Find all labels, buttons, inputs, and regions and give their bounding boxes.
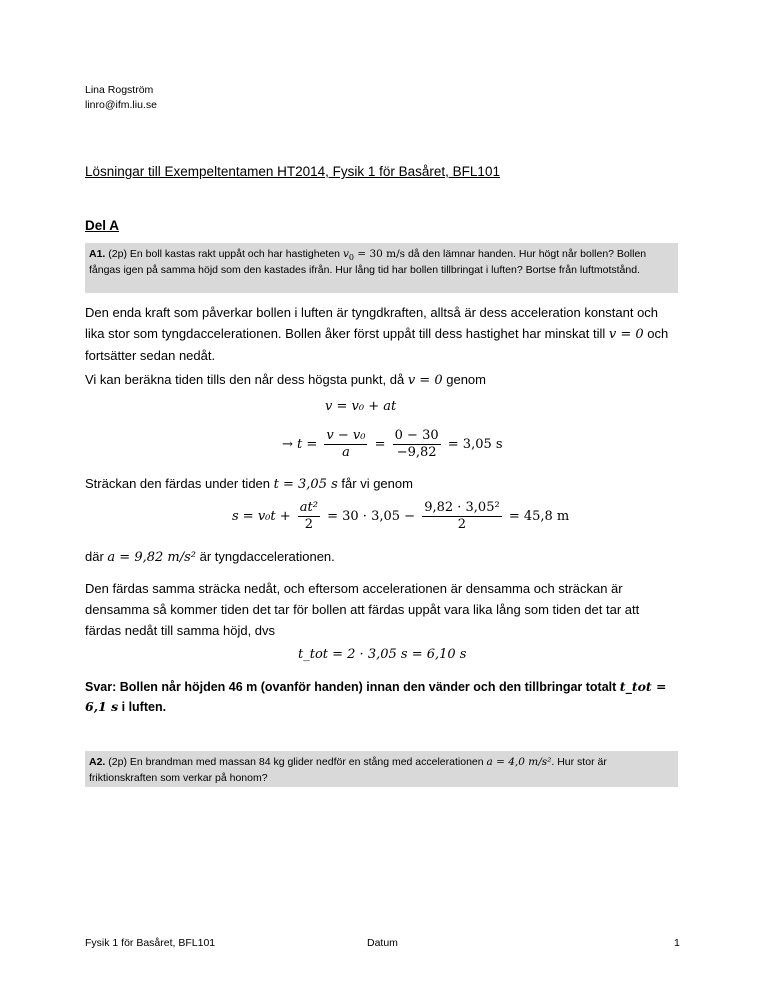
inline-equation: t = 3,05 s <box>273 477 338 492</box>
author-name: Lina Rogström <box>85 84 154 96</box>
question-label: A1. <box>89 248 106 260</box>
page-number: 1 <box>674 937 680 949</box>
question-points: (2p) <box>108 248 127 260</box>
solution-paragraph: där a = 9,82 m/s² är tyngdaccelerationen. <box>85 549 335 565</box>
inline-equation: v = 0 <box>407 373 443 388</box>
answer-equation: t_tot = 6,1 s <box>85 679 667 714</box>
equation-velocity: v = v₀ + at <box>325 399 397 414</box>
answer: Svar: Bollen når höjden 46 m (ovanför handen) innan den vänder och den tillbringar totalt t_tot = 6,1 s i luften. <box>85 679 667 714</box>
question-box-a2 <box>85 751 678 787</box>
equation-time: → t = $\frac{\text{v − v₀}}{a}$ = $\frac{0 - 30}{-9,82}$ = 3,05 s <box>282 428 503 460</box>
equation-distance: s = v₀t + $\frac{\text{at²}}{2}$ = 30 · 3,05 − $\frac{\text{9,82 · 3,05²}}{2}$ = 45,8 m <box>232 500 570 532</box>
author-email: linro@ifm.liu.se <box>85 99 157 111</box>
question-box-a1 <box>85 243 678 293</box>
solution-paragraph: Sträckan den färdas under tiden t = 3,05 s får vi genom <box>85 476 413 492</box>
solution-paragraph: Vi kan beräkna tiden tills den når dess högsta punkt, då v = 0 genom <box>85 372 486 388</box>
solution-paragraph: Den enda kraft som påverkar bollen i luften är tyngdkraften, alltså är dess acceleration konstant och lika stor som tyngdaccelerationen. Bollen åker först uppåt till dess hastighet har minskat till v = 0 och fortsätter sedan nedåt. <box>85 305 669 363</box>
inline-equation: v = 0 <box>608 327 644 342</box>
question-label: A2. <box>89 756 106 768</box>
inline-equation: a = 9,82 m/s² <box>107 550 196 565</box>
question-text: En boll kastas rakt uppåt och har hastigheten <box>129 248 341 260</box>
question-text: En brandman med massan 84 kg glider nedför en stång med accelerationen <box>129 756 484 768</box>
footer-course: Fysik 1 för Basåret, BFL101 <box>85 937 216 949</box>
solution-paragraph: Den färdas samma sträcka nedåt, och eftersom accelerationen är densamma och sträckan är densamma så kommer tiden det tar för bollen att färdas uppåt vara lika lång som tiden det tar att färdas nedåt till samma höjd, dvs <box>85 581 640 638</box>
question-text-cont: . Hur stor är friktionskraften som verkar på honom? <box>89 756 607 784</box>
question-math: a = 4,0 m/s² <box>486 756 552 768</box>
page-title: Lösningar till Exempeltentamen HT2014, Fysik 1 för Basåret, BFL101 <box>85 164 500 179</box>
equation-total-time: t_tot = 2 · 3,05 s = 6,10 s <box>298 647 467 662</box>
question-points: (2p) <box>108 756 127 768</box>
question-math: $v_0 = 30$ m/s <box>342 248 406 263</box>
question-text-cont: då den lämnar handen. Hur högt når bollen? Bollen fångas igen på samma höjd som den kastades ifrån. Hur lång tid har bollen tillbringat i luften? Bortse från luftmotstånd. <box>89 248 647 276</box>
section-heading: Del A <box>85 218 120 233</box>
footer-date: Datum <box>367 937 398 949</box>
